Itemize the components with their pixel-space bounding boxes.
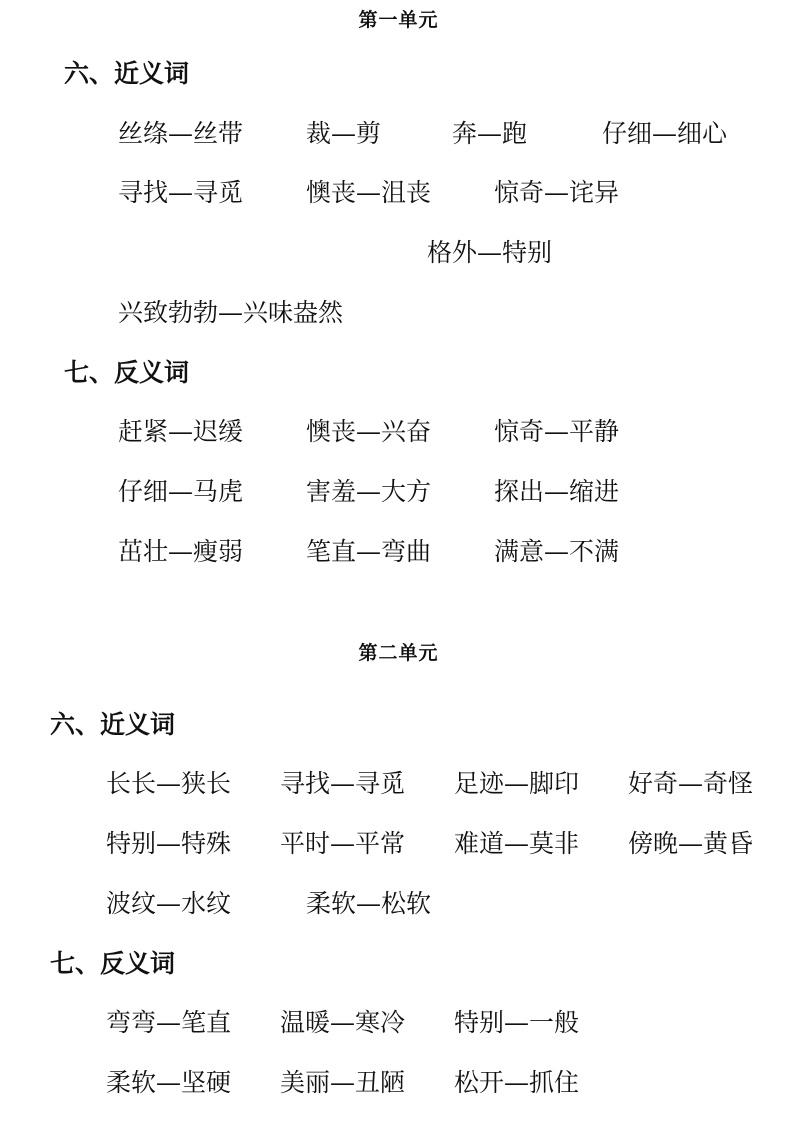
- unit-2-title: 第二单元: [358, 642, 439, 664]
- unit-1-synonym-pair: 仔细—细心: [602, 119, 728, 148]
- unit-1-synonym-pair: 懊丧—沮丧: [306, 178, 432, 207]
- unit-1-antonym-pair: 懊丧—兴奋: [306, 417, 432, 446]
- unit-1-antonym-pair: 茁壮—瘦弱: [118, 537, 244, 566]
- unit-1-synonym-pair: 惊奇—诧异: [494, 178, 620, 207]
- unit-2-synonym-pair: 足迹—脚印: [454, 769, 580, 798]
- unit-1-synonym-pair: 丝绦—丝带: [118, 119, 244, 148]
- unit-2-antonyms-heading: 七、反义词: [50, 949, 176, 978]
- unit-1-synonym-pair: 裁—剪: [306, 119, 382, 148]
- unit-1-title: 第一单元: [358, 9, 439, 31]
- unit-1-antonym-pair: 满意—不满: [494, 537, 620, 566]
- unit-1-antonym-pair: 赶紧—迟缓: [118, 417, 244, 446]
- unit-2-synonym-pair: 特别—特殊: [106, 829, 232, 858]
- unit-2-synonym-pair: 难道—莫非: [454, 829, 580, 858]
- unit-2-synonyms-heading: 六、近义词: [50, 710, 176, 739]
- unit-2-synonym-pair: 柔软—松软: [306, 889, 432, 918]
- unit-2-synonym-pair: 寻找—寻觅: [280, 769, 406, 798]
- unit-2-antonym-pair: 弯弯—笔直: [106, 1008, 232, 1037]
- unit-1-antonym-pair: 惊奇—平静: [494, 417, 620, 446]
- unit-1-antonyms-heading: 七、反义词: [64, 358, 190, 387]
- unit-1-antonym-pair: 探出—缩进: [494, 477, 620, 506]
- unit-1-synonym-pair: 寻找—寻觅: [118, 178, 244, 207]
- unit-2-synonym-pair: 傍晚—黄昏: [628, 829, 754, 858]
- unit-2-synonym-pair: 平时—平常: [280, 829, 406, 858]
- unit-2-synonym-pair: 好奇—奇怪: [628, 769, 754, 798]
- unit-2-antonym-pair: 特别—一般: [454, 1008, 580, 1037]
- unit-2-antonym-pair: 松开—抓住: [454, 1068, 580, 1097]
- unit-2-synonym-pair: 波纹—水纹: [106, 889, 232, 918]
- unit-1-synonym-pair: 格外—特别: [427, 238, 553, 267]
- unit-1-synonyms-heading: 六、近义词: [64, 59, 190, 88]
- unit-1-antonym-pair: 害羞—大方: [306, 477, 432, 506]
- unit-1-synonym-pair: 奔—跑: [452, 119, 528, 148]
- unit-2-antonym-pair: 温暖—寒冷: [280, 1008, 406, 1037]
- unit-1-antonym-pair: 笔直—弯曲: [306, 537, 432, 566]
- unit-1-synonym-pair: 兴致勃勃—兴味盎然: [118, 298, 344, 327]
- unit-2-antonym-pair: 柔软—坚硬: [106, 1068, 232, 1097]
- unit-2-antonym-pair: 美丽—丑陋: [280, 1068, 406, 1097]
- unit-1-antonym-pair: 仔细—马虎: [118, 477, 244, 506]
- unit-2-synonym-pair: 长长—狭长: [106, 769, 232, 798]
